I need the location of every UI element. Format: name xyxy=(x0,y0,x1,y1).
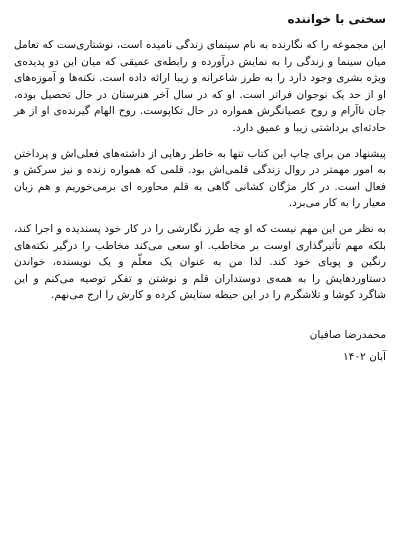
paragraph-1: این مجموعه را که نگارنده به نام سینمای زندگی نامیده است، نوشتاری‌ست که تعامل میان سینما و زندگی را به نمایش درآورده و رابطه‌ی عمیقی که میان این دو پدیده‌ی ویژه بشری وجود دارد را به طرز شاعرانه و زیبا ارائه داده است. نکته‌ها و آموزه‌های او از حد یک نوجوان فراتر است. او که در سال آخر هنرستان در حال تحصیل بوده، جان ناآرام و روح عصیانگرش همواره در حال تکاپوست. روح الهام گیرنده‌ی او از هر حادثه‌ای برداشتی زیبا و عمیق دارد. xyxy=(14,39,386,134)
author-name: محمدرضا صافیان xyxy=(309,328,386,341)
signature-block xyxy=(14,324,386,368)
paragraph-2: پیشنهاد من برای چاپ این کتاب تنها به خاطر رهایی از داشته‌های فعلی‌اش و پرداختن به امور مهمتر در روال زندگی قلمی‌اش بود. قلمی که همواره زنده و نیز سرکش و فعال است. در کار مژگان کشانی گاهی به قلم محاوره ای برمی‌خوریم و هم زبان معیار را به کار می‌برد. xyxy=(14,147,386,210)
document-page xyxy=(14,10,386,368)
paragraph-3: به نظر من این مهم نیست که او چه طرز نگارشی را در کار خود پسندیده و اجرا کند، بلکه مهم تأثیرگذاری اوست بر مخاطب. او سعی می‌کند مخاطب را درگیر نکته‌های رنگین و پویای خود کند. لذا من به عنوان یک معلّم و یک نویسنده، خواندن دستاوردهایش را به همه‌ی دوستداران قلم و نوشتن و تفکر توصیه می‌کنم و این شاگرد کوشا و تلاشگرم را در این حیطه ستایش کرده و کارش را ارج می‌نهم. xyxy=(14,222,386,302)
date-text: آبان ۱۴۰۲ xyxy=(342,350,386,363)
document-title: سخنی با خواننده xyxy=(287,12,386,26)
